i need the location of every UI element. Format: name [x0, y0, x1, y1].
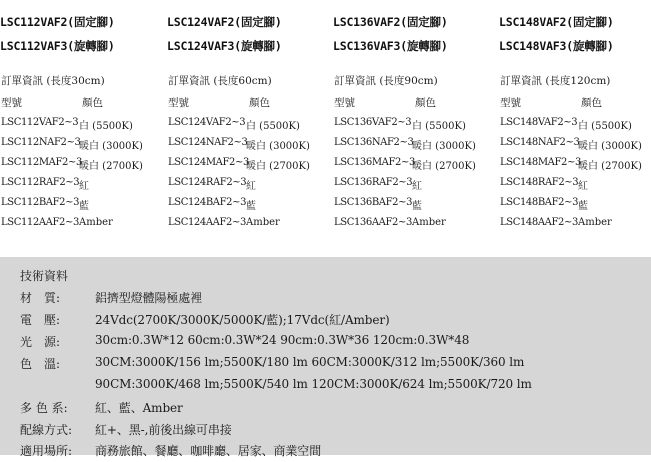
spec-label: 電 壓:: [20, 313, 61, 327]
model-header-rotate: LSC124VAF3(旋轉腳): [167, 39, 282, 53]
spec-label: 色 溫:: [20, 357, 61, 371]
table-row: [167, 177, 331, 195]
model-cell: LSC124BAF2~3: [168, 197, 247, 208]
model-cell: LSC112VAF2~3: [1, 117, 79, 128]
model-cell: LSC112BAF2~3: [1, 197, 80, 208]
spec-value: 紅+、黑-,前後出線可串接: [95, 423, 232, 437]
spec-label: 材 質:: [20, 291, 61, 305]
spec-label: 多 色 系:: [20, 401, 68, 415]
order-info-label: 訂單資訊 (長度60cm): [168, 75, 272, 87]
model-cell: LSC112MAF2~3: [1, 157, 82, 168]
table-row: [0, 217, 164, 235]
model-column-heading: 型號: [1, 97, 22, 109]
color-column-heading: 顏色: [82, 97, 103, 109]
model-cell: LSC124AAF2~3: [168, 217, 246, 228]
table-row: [333, 217, 497, 235]
model-cell: LSC136RAF2~3: [334, 177, 413, 188]
model-column-heading: 型號: [168, 97, 189, 109]
table-row: [0, 137, 164, 155]
color-cell: 藍: [412, 201, 422, 212]
color-column-heading: 顏色: [415, 97, 436, 109]
color-cell: 紅: [412, 181, 422, 192]
model-cell: LSC136MAF2~3: [334, 157, 415, 168]
color-column-heading: 顏色: [581, 97, 602, 109]
table-row: [167, 197, 331, 215]
spec-value: 30CM:3000K/156 lm;5500K/180 lm 60CM:3000K/312 lm;5500K/360 lm: [95, 355, 525, 369]
color-cell: 暖白 (3000K): [246, 141, 310, 152]
table-row: [167, 137, 331, 155]
model-cell: LSC136NAF2~3: [334, 137, 414, 148]
spec-value: 紅、藍、Amber: [95, 401, 183, 415]
spec-label: 光 源:: [20, 335, 61, 349]
table-row: [167, 217, 331, 235]
table-row: [167, 117, 331, 135]
color-cell: 藍: [79, 201, 89, 212]
table-row: [333, 117, 497, 135]
color-cell: 暖白 (3000K): [79, 141, 143, 152]
table-row: [0, 117, 164, 135]
model-cell: LSC148BAF2~3: [500, 197, 579, 208]
spec-value: 24Vdc(2700K/3000K/5000K/藍);17Vdc(紅/Amber): [95, 313, 390, 327]
order-info-label: 訂單資訊 (長度90cm): [334, 75, 438, 87]
table-row: [499, 117, 651, 135]
model-column-heading: 型號: [334, 97, 355, 109]
model-column-heading: 型號: [500, 97, 521, 109]
model-cell: LSC148RAF2~3: [500, 177, 579, 188]
table-row: [333, 137, 497, 155]
model-header-rotate: LSC148VAF3(旋轉腳): [499, 39, 614, 53]
model-header-fixed: LSC136VAF2(固定腳): [333, 15, 448, 29]
model-cell: LSC148MAF2~3: [500, 157, 581, 168]
table-row: [333, 177, 497, 195]
model-header-fixed: LSC148VAF2(固定腳): [499, 15, 614, 29]
color-cell: 暖白 (3000K): [412, 141, 476, 152]
model-cell: LSC112AAF2~3: [1, 217, 79, 228]
color-cell: 暖白 (2700K): [578, 161, 642, 172]
spec-value: 30cm:0.3W*12 60cm:0.3W*24 90cm:0.3W*36 120cm:0.3W*48: [95, 333, 470, 347]
model-cell: LSC124VAF2~3: [168, 117, 246, 128]
table-row: [499, 217, 651, 235]
spec-value: 商務旅館、餐廳、咖啡廳、居家、商業空間: [95, 444, 322, 458]
model-cell: LSC136VAF2~3: [334, 117, 412, 128]
table-row: [0, 177, 164, 195]
model-cell: LSC148NAF2~3: [500, 137, 580, 148]
model-header-fixed: LSC124VAF2(固定腳): [167, 15, 282, 29]
table-row: [333, 157, 497, 175]
table-row: [499, 177, 651, 195]
specs-title: 技術資料: [20, 269, 69, 283]
order-info-label: 訂單資訊 (長度30cm): [1, 75, 105, 87]
model-cell: LSC136AAF2~3: [334, 217, 412, 228]
model-cell: LSC124MAF2~3: [168, 157, 249, 168]
color-cell: 白 (5500K): [246, 121, 300, 132]
spec-value: 90CM:3000K/468 lm;5500K/540 lm 120CM:3000K/624 lm;5500K/720 lm: [95, 377, 532, 391]
model-cell: LSC124NAF2~3: [168, 137, 248, 148]
color-cell: Amber: [246, 217, 280, 228]
model-cell: LSC148AAF2~3: [500, 217, 578, 228]
table-row: [0, 197, 164, 215]
spec-label: 適用場所:: [20, 444, 73, 458]
color-cell: 暖白 (2700K): [79, 161, 143, 172]
color-cell: Amber: [412, 217, 446, 228]
model-cell: LSC112NAF2~3: [1, 137, 81, 148]
table-row: [0, 157, 164, 175]
color-cell: 暖白 (3000K): [578, 141, 642, 152]
spec-value: 鋁擠型燈體陽極處裡: [95, 291, 203, 305]
color-cell: 藍: [578, 201, 588, 212]
color-cell: Amber: [578, 217, 612, 228]
color-cell: 紅: [578, 181, 588, 192]
model-header-rotate: LSC136VAF3(旋轉腳): [333, 39, 448, 53]
model-cell: LSC112RAF2~3: [1, 177, 80, 188]
tech-specs-panel: [0, 257, 651, 458]
table-row: [499, 137, 651, 155]
color-cell: 白 (5500K): [79, 121, 133, 132]
color-cell: 紅: [79, 181, 89, 192]
model-cell: LSC124RAF2~3: [168, 177, 247, 188]
model-cell: LSC148VAF2~3: [500, 117, 578, 128]
table-row: [499, 157, 651, 175]
color-cell: 白 (5500K): [578, 121, 632, 132]
color-cell: 白 (5500K): [412, 121, 466, 132]
order-info-label: 訂單資訊 (長度120cm): [500, 75, 611, 87]
spec-label: 配線方式:: [20, 423, 73, 437]
model-header-rotate: LSC112VAF3(旋轉腳): [0, 39, 115, 53]
color-cell: 紅: [246, 181, 256, 192]
table-row: [499, 197, 651, 215]
model-cell: LSC136BAF2~3: [334, 197, 413, 208]
color-cell: 暖白 (2700K): [412, 161, 476, 172]
table-row: [333, 197, 497, 215]
color-column-heading: 顏色: [249, 97, 270, 109]
color-cell: 藍: [246, 201, 256, 212]
color-cell: Amber: [79, 217, 113, 228]
table-row: [167, 157, 331, 175]
model-header-fixed: LSC112VAF2(固定腳): [0, 15, 115, 29]
color-cell: 暖白 (2700K): [246, 161, 310, 172]
